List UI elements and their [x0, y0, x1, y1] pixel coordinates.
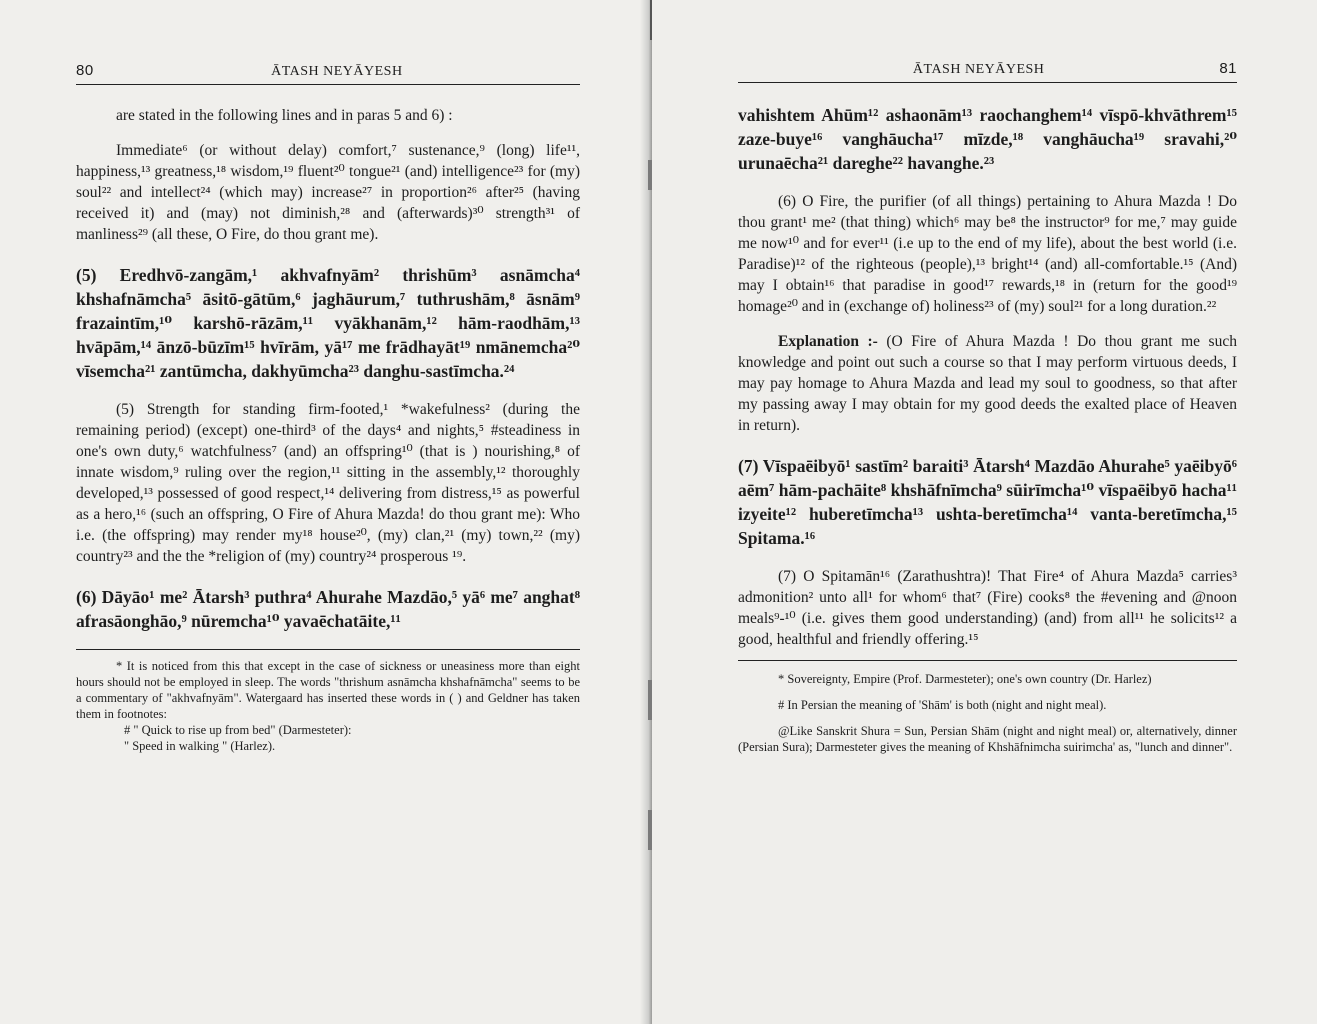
page-number: 80	[76, 62, 94, 79]
explanation-label: Explanation :-	[778, 333, 878, 350]
footnotes	[738, 660, 1237, 755]
translation-paragraph-6: (6) O Fire, the purifier (of all things) pertaining to Ahura Mazda ! Do thou grant¹ me² (that thing) which⁶ may be⁸ the instructor⁹ for me,⁷ may guide me now¹⁰ and for ever¹¹ (i.e up to the end of my life), about the best world (i.e. Paradise)¹² of the righteous (people),¹³ bright¹⁴ (and) all-comfortable.¹⁵ (And) may I obtain¹⁶ that paradise in good¹⁷ rewards,¹⁸ in (return for the good¹⁹ homage²⁰ and in (exchange of) holiness²³ of (my) soul²¹ for a long duration.²²	[738, 193, 1237, 315]
intro-line: are stated in the following lines and in paras 5 and 6) :	[116, 107, 453, 124]
translation-paragraph-5: (5) Strength for standing firm-footed,¹ *wakefulness² (during the remaining period) (except) one-third³ of the days⁴ and nights,⁵ #steadiness in one's own duty,⁶ watchfulness⁷ (and) an offspring¹⁰ (that is ) nourishing,⁸ of innate wisdom,⁹ ruling over the region,¹¹ sitting in the assembly,¹² thoroughly developed,¹³ possessed of good respect,¹⁴ delivering from distress,¹⁵ as powerful as a hero,¹⁶ (such an offspring, O Fire of Ahura Mazda! do thou grant me): Who i.e. (the offspring) may render my¹⁸ house²⁰, (my) clan,²¹ (my) town,²² (my) country²³ and the the *religion of (my) country²⁴ prosperous ¹⁹.	[76, 401, 580, 565]
footnote: " Speed in walking " (Harlez).	[124, 739, 276, 753]
avestan-verse-6-continued: vahishtem Ahūm¹² ashaonām¹³ raochanghem¹⁴ vīspō-khvāthrem¹⁵ zaze-buye¹⁶ vanghāucha¹⁷ mīzde,¹⁸ vanghāucha¹⁹ sravahi,²⁰ urunaēcha²¹ dareghe²² havanghe.²³	[738, 105, 1237, 173]
footnote: * Sovereignty, Empire (Prof. Darmesteter); one's own country (Dr. Harlez)	[778, 672, 1152, 686]
right-page	[652, 0, 1317, 1024]
footnote: # In Persian the meaning of 'Shām' is both (night and night meal).	[778, 698, 1107, 712]
explanation-text: (O Fire of Ahura Mazda ! Do thou grant me such knowledge and point out such a course so that I may perform virtuous deeds, I may pay homage to Ahura Mazda and lead my soul to goodness, so that after my passing away I may obtain for my good deeds the exalted place of Heaven in return).	[738, 333, 1237, 434]
footnote: * It is noticed from this that except in the case of sickness or uneasiness more than eight hours should not be employed in sleep. The words "thrishum asnāmcha khshafnāmcha" seems to be a commentary of "akhvafnyām". Watergaard has inserted these words in ( ) and Geldner has taken them in footnotes:	[76, 659, 580, 721]
footnote: @Like Sanskrit Shura = Sun, Persian Shām (night and night meal) or, alternatively, dinner (Persian Sura); Darmesteter gives the meaning of Khshāfnimcha suirimcha' as, "lunch and dinner".	[738, 724, 1237, 754]
left-page	[0, 0, 652, 1024]
right-page-header	[738, 60, 1237, 83]
avestan-verse-5: (5) Eredhvō-zangām,¹ akhvafnyām² thrishūm³ asnāmcha⁴ khshafnāmcha⁵ āsitō-gātūm,⁶ jaghāurum,⁷ tuthrushām,⁸ āsnām⁹ frazaintīm,¹⁰ karshō-rāzām,¹¹ vyākhanām,¹² hām-raodhām,¹³ hvāpām,¹⁴ ānzō-būzīm¹⁵ hvīrām, yā¹⁷ me frādhayāt¹⁹ nmānemcha²⁰ vīsemcha²¹ zantūmcha, dakhyūmcha²³ danghu-sastīmcha.²⁴	[76, 265, 580, 381]
translation-paragraph-7: (7) O Spitamān¹⁶ (Zarathushtra)! That Fire⁴ of Ahura Mazda⁵ carries³ admonition² unto all¹ for whom⁶ that⁷ (Fire) cooks⁸ the #evening and @noon meals⁹-¹⁰ (i.e. gives them good understanding) (and) from all¹¹ he solicits¹² a good, healthful and friendly offering.¹⁵	[738, 568, 1237, 648]
avestan-verse-7: (7) Vīspaēibyō¹ sastīm² baraiti³ Ātarsh⁴ Mazdāo Ahurahe⁵ yaēibyō⁶ aēm⁷ hām-pachāite⁸ khshāfnīmcha⁹ sūirīmcha¹⁰ vīspaēibyō hacha¹¹ izyeite¹² huberetīmcha¹³ ushta-beretīmcha¹⁴ vanta-beretīmcha,¹⁵ Spitama.¹⁶	[738, 456, 1237, 548]
running-head: ĀTASH NEYĀYESH	[912, 62, 1045, 77]
translation-paragraph: Immediate⁶ (or without delay) comfort,⁷ sustenance,⁹ (long) life¹¹, happiness,¹³ greatness,¹⁸ wisdom,¹⁹ fluent²⁰ tongue²¹ (and) intelligence²³ for (my) soul²² and intellect²⁴ (which may) increase²⁷ in proportion²⁶ after²⁵ (having received it) and (may) not diminish,²⁸ and (afterwards)³⁰ strength³¹ of manliness²⁹ (all these, O Fire, do thou grant me).	[76, 142, 580, 243]
footnotes	[76, 649, 580, 754]
footnote: # " Quick to rise up from bed" (Darmesteter):	[124, 723, 352, 737]
page-number: 81	[1219, 60, 1237, 77]
explanation-paragraph	[738, 331, 1237, 436]
left-page-header	[76, 62, 580, 85]
running-head: ĀTASH NEYĀYESH	[271, 64, 403, 79]
avestan-verse-6: (6) Dāyāo¹ me² Ātarsh³ puthra⁴ Ahurahe Mazdāo,⁵ yā⁶ me⁷ anghat⁸ afrasāonghāo,⁹ nūremcha¹⁰ yavaēchatāite,¹¹	[76, 587, 580, 631]
